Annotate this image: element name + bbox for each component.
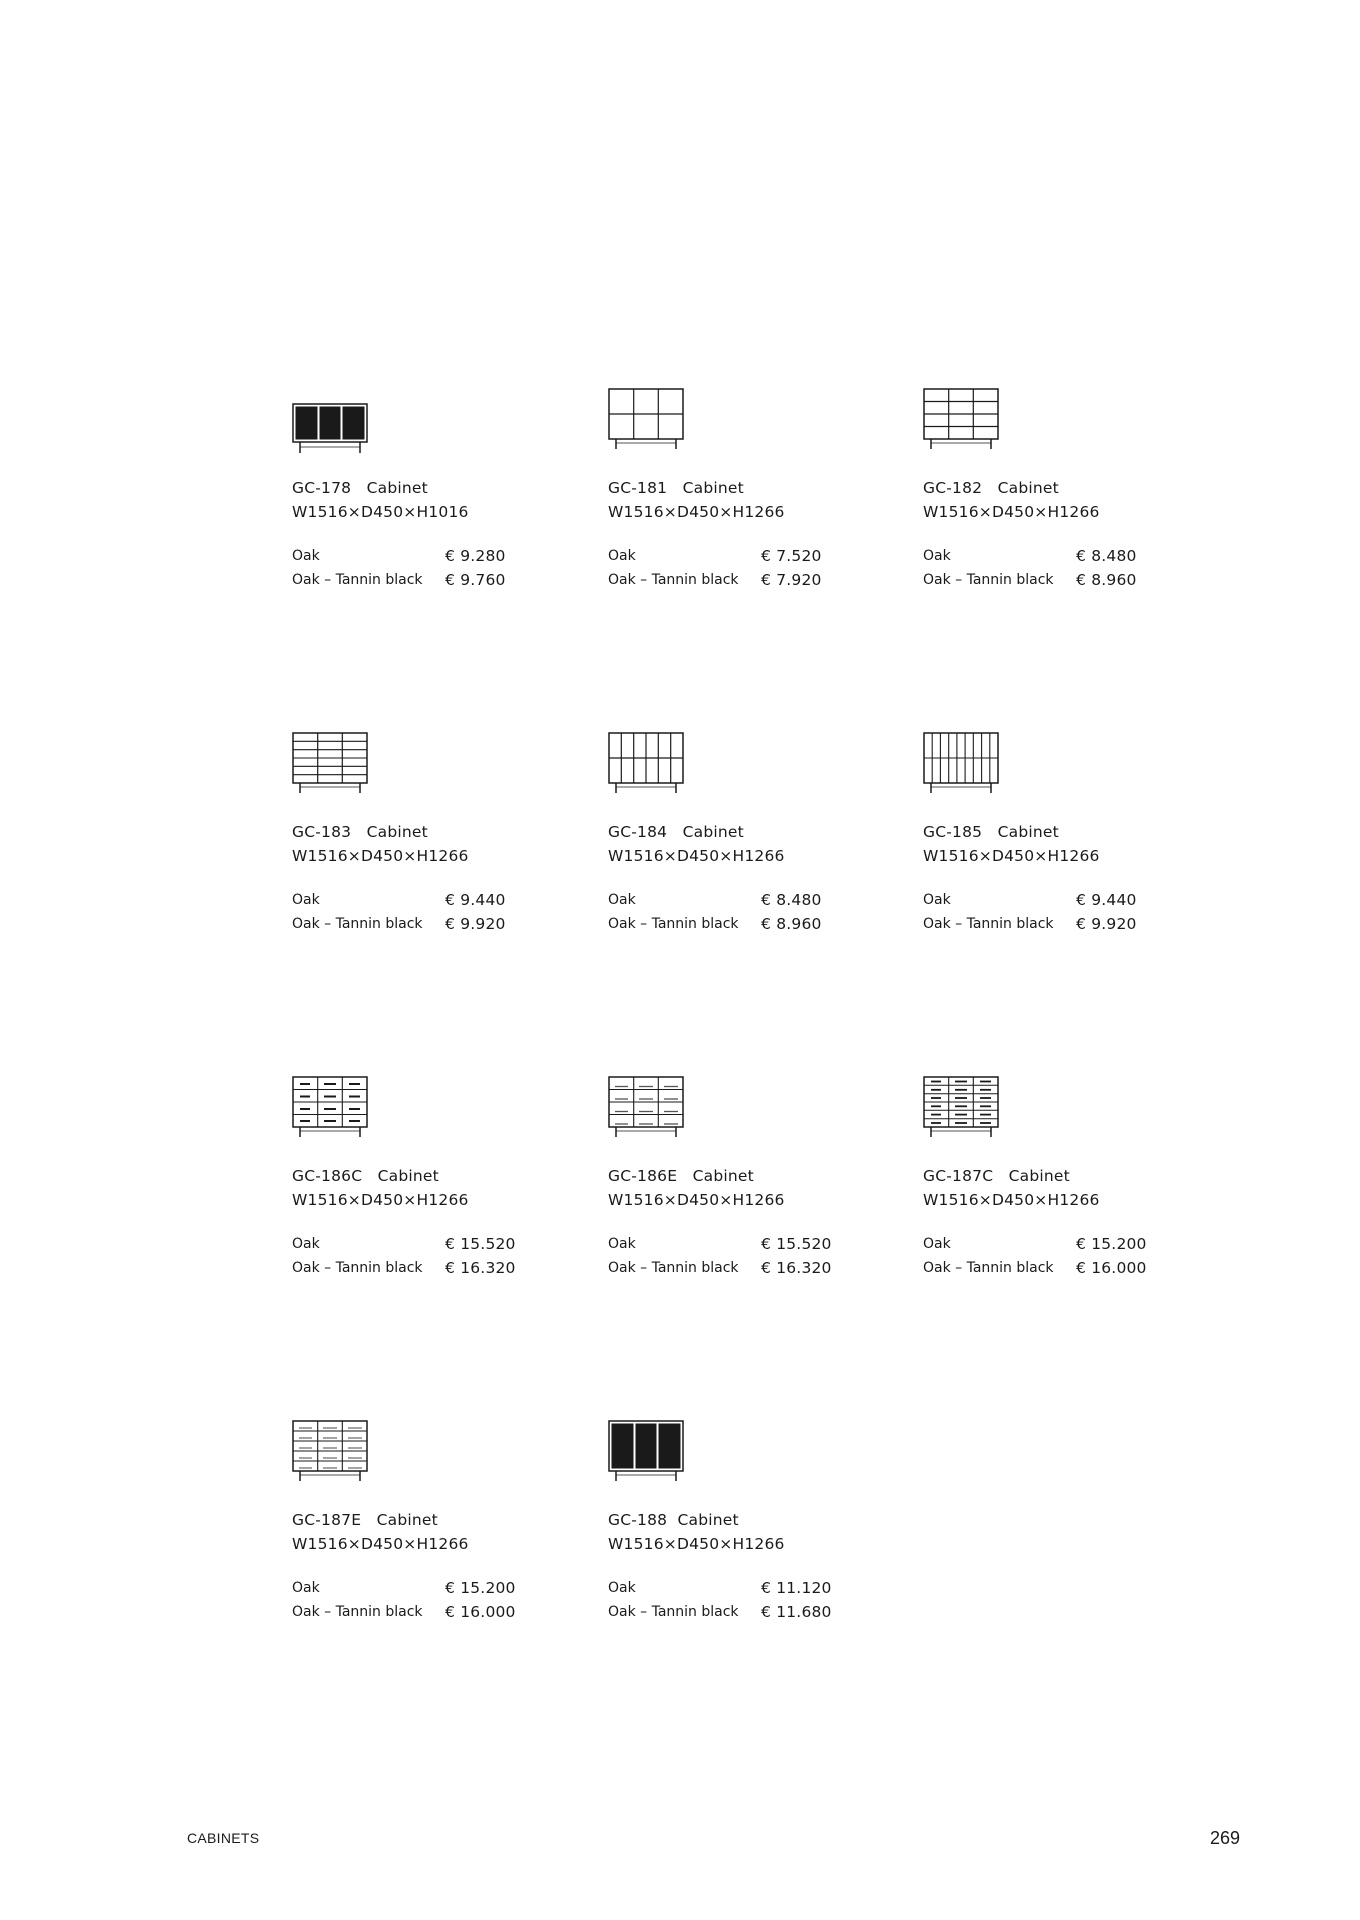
finish-label: Oak – Tannin black — [923, 572, 1054, 588]
product-title: GC-188 Cabinet — [608, 1511, 739, 1529]
price-value: € 8.960 — [761, 915, 822, 933]
price-row-tannin-black — [608, 570, 848, 590]
product-dimensions: W1516×D450×H1266 — [608, 503, 785, 521]
finish-label: Oak – Tannin black — [292, 1260, 423, 1276]
price-row-tannin-black — [292, 1602, 532, 1622]
price-value: € 15.520 — [761, 1235, 832, 1253]
price-value: € 16.000 — [445, 1603, 516, 1621]
cabinet-6-vertical-icon — [608, 732, 684, 796]
price-row-tannin-black — [608, 1258, 848, 1278]
product-dimensions: W1516×D450×H1266 — [923, 847, 1100, 865]
price-value: € 16.320 — [761, 1259, 832, 1277]
product-dimensions: W1516×D450×H1266 — [608, 1191, 785, 1209]
product-dimensions: W1516×D450×H1266 — [923, 1191, 1100, 1209]
price-row-tannin-black — [608, 1602, 848, 1622]
price-value: € 9.920 — [1076, 915, 1137, 933]
finish-label: Oak — [923, 548, 951, 564]
price-value: € 11.120 — [761, 1579, 832, 1597]
product-dimensions: W1516×D450×H1266 — [608, 847, 785, 865]
finish-label: Oak – Tannin black — [608, 572, 739, 588]
price-value: € 8.480 — [1076, 547, 1137, 565]
product-dimensions: W1516×D450×H1266 — [608, 1535, 785, 1553]
product-dimensions: W1516×D450×H1266 — [292, 1535, 469, 1553]
price-value: € 9.760 — [445, 571, 506, 589]
finish-label: Oak — [292, 1236, 320, 1252]
finish-label: Oak – Tannin black — [923, 916, 1054, 932]
finish-label: Oak — [292, 1580, 320, 1596]
section-label: CABINETS — [187, 1830, 260, 1846]
price-value: € 15.200 — [445, 1579, 516, 1597]
price-row-oak — [608, 890, 848, 910]
price-row-oak — [923, 890, 1163, 910]
price-value: € 8.480 — [761, 891, 822, 909]
product-title: GC-183 Cabinet — [292, 823, 428, 841]
finish-label: Oak – Tannin black — [608, 916, 739, 932]
price-row-tannin-black — [292, 914, 532, 934]
product-dimensions: W1516×D450×H1266 — [923, 503, 1100, 521]
price-value: € 9.440 — [1076, 891, 1137, 909]
price-row-oak — [292, 1578, 532, 1598]
product-dimensions: W1516×D450×H1266 — [292, 1191, 469, 1209]
price-row-oak — [292, 890, 532, 910]
product-title: GC-187E Cabinet — [292, 1511, 438, 1529]
product-title: GC-181 Cabinet — [608, 479, 744, 497]
price-row-oak — [608, 1234, 848, 1254]
cabinet-12-drawers-wide-icon — [608, 1076, 684, 1140]
price-value: € 11.680 — [761, 1603, 832, 1621]
price-value: € 16.000 — [1076, 1259, 1147, 1277]
finish-label: Oak — [608, 892, 636, 908]
finish-label: Oak – Tannin black — [923, 1260, 1054, 1276]
cabinet-3-black-doors-icon — [292, 400, 368, 458]
cabinet-12-drawers-icon — [292, 1076, 368, 1140]
price-row-tannin-black — [923, 914, 1163, 934]
price-row-tannin-black — [608, 914, 848, 934]
finish-label: Oak — [608, 1236, 636, 1252]
product-dimensions: W1516×D450×H1266 — [292, 847, 469, 865]
finish-label: Oak — [923, 892, 951, 908]
price-row-oak — [608, 546, 848, 566]
cabinet-18-drawers-icon — [923, 1076, 999, 1140]
product-title: GC-187C Cabinet — [923, 1167, 1070, 1185]
price-row-tannin-black — [292, 570, 532, 590]
cabinet-15-drawers-icon — [292, 1420, 368, 1484]
finish-label: Oak – Tannin black — [292, 572, 423, 588]
price-value: € 8.960 — [1076, 571, 1137, 589]
product-title: GC-182 Cabinet — [923, 479, 1059, 497]
finish-label: Oak – Tannin black — [608, 1604, 739, 1620]
price-row-tannin-black — [923, 1258, 1163, 1278]
price-row-tannin-black — [923, 570, 1163, 590]
page-number: 269 — [1209, 1828, 1240, 1848]
product-title: GC-178 Cabinet — [292, 479, 428, 497]
price-row-oak — [923, 1234, 1163, 1254]
price-row-oak — [608, 1578, 848, 1598]
finish-label: Oak — [292, 892, 320, 908]
cabinet-6-compartments-icon — [608, 388, 684, 452]
cabinet-18-compartments-icon — [292, 732, 368, 796]
price-value: € 15.200 — [1076, 1235, 1147, 1253]
price-value: € 9.280 — [445, 547, 506, 565]
cabinet-12-compartments-icon — [923, 388, 999, 452]
finish-label: Oak – Tannin black — [292, 1604, 423, 1620]
finish-label: Oak — [923, 1236, 951, 1252]
finish-label: Oak — [608, 548, 636, 564]
finish-label: Oak – Tannin black — [292, 916, 423, 932]
price-value: € 9.440 — [445, 891, 506, 909]
finish-label: Oak — [292, 548, 320, 564]
product-title: GC-186C Cabinet — [292, 1167, 439, 1185]
cabinet-9-vertical-icon — [923, 732, 999, 796]
price-value: € 7.520 — [761, 547, 822, 565]
product-title: GC-185 Cabinet — [923, 823, 1059, 841]
finish-label: Oak — [608, 1580, 636, 1596]
product-dimensions: W1516×D450×H1016 — [292, 503, 469, 521]
finish-label: Oak – Tannin black — [608, 1260, 739, 1276]
product-title: GC-186E Cabinet — [608, 1167, 754, 1185]
product-title: GC-184 Cabinet — [608, 823, 744, 841]
price-value: € 9.920 — [445, 915, 506, 933]
price-row-oak — [292, 546, 532, 566]
price-value: € 15.520 — [445, 1235, 516, 1253]
price-value: € 16.320 — [445, 1259, 516, 1277]
price-row-oak — [923, 546, 1163, 566]
price-value: € 7.920 — [761, 571, 822, 589]
cabinet-3-tall-black-doors-icon — [608, 1420, 684, 1484]
price-row-tannin-black — [292, 1258, 532, 1278]
price-row-oak — [292, 1234, 532, 1254]
